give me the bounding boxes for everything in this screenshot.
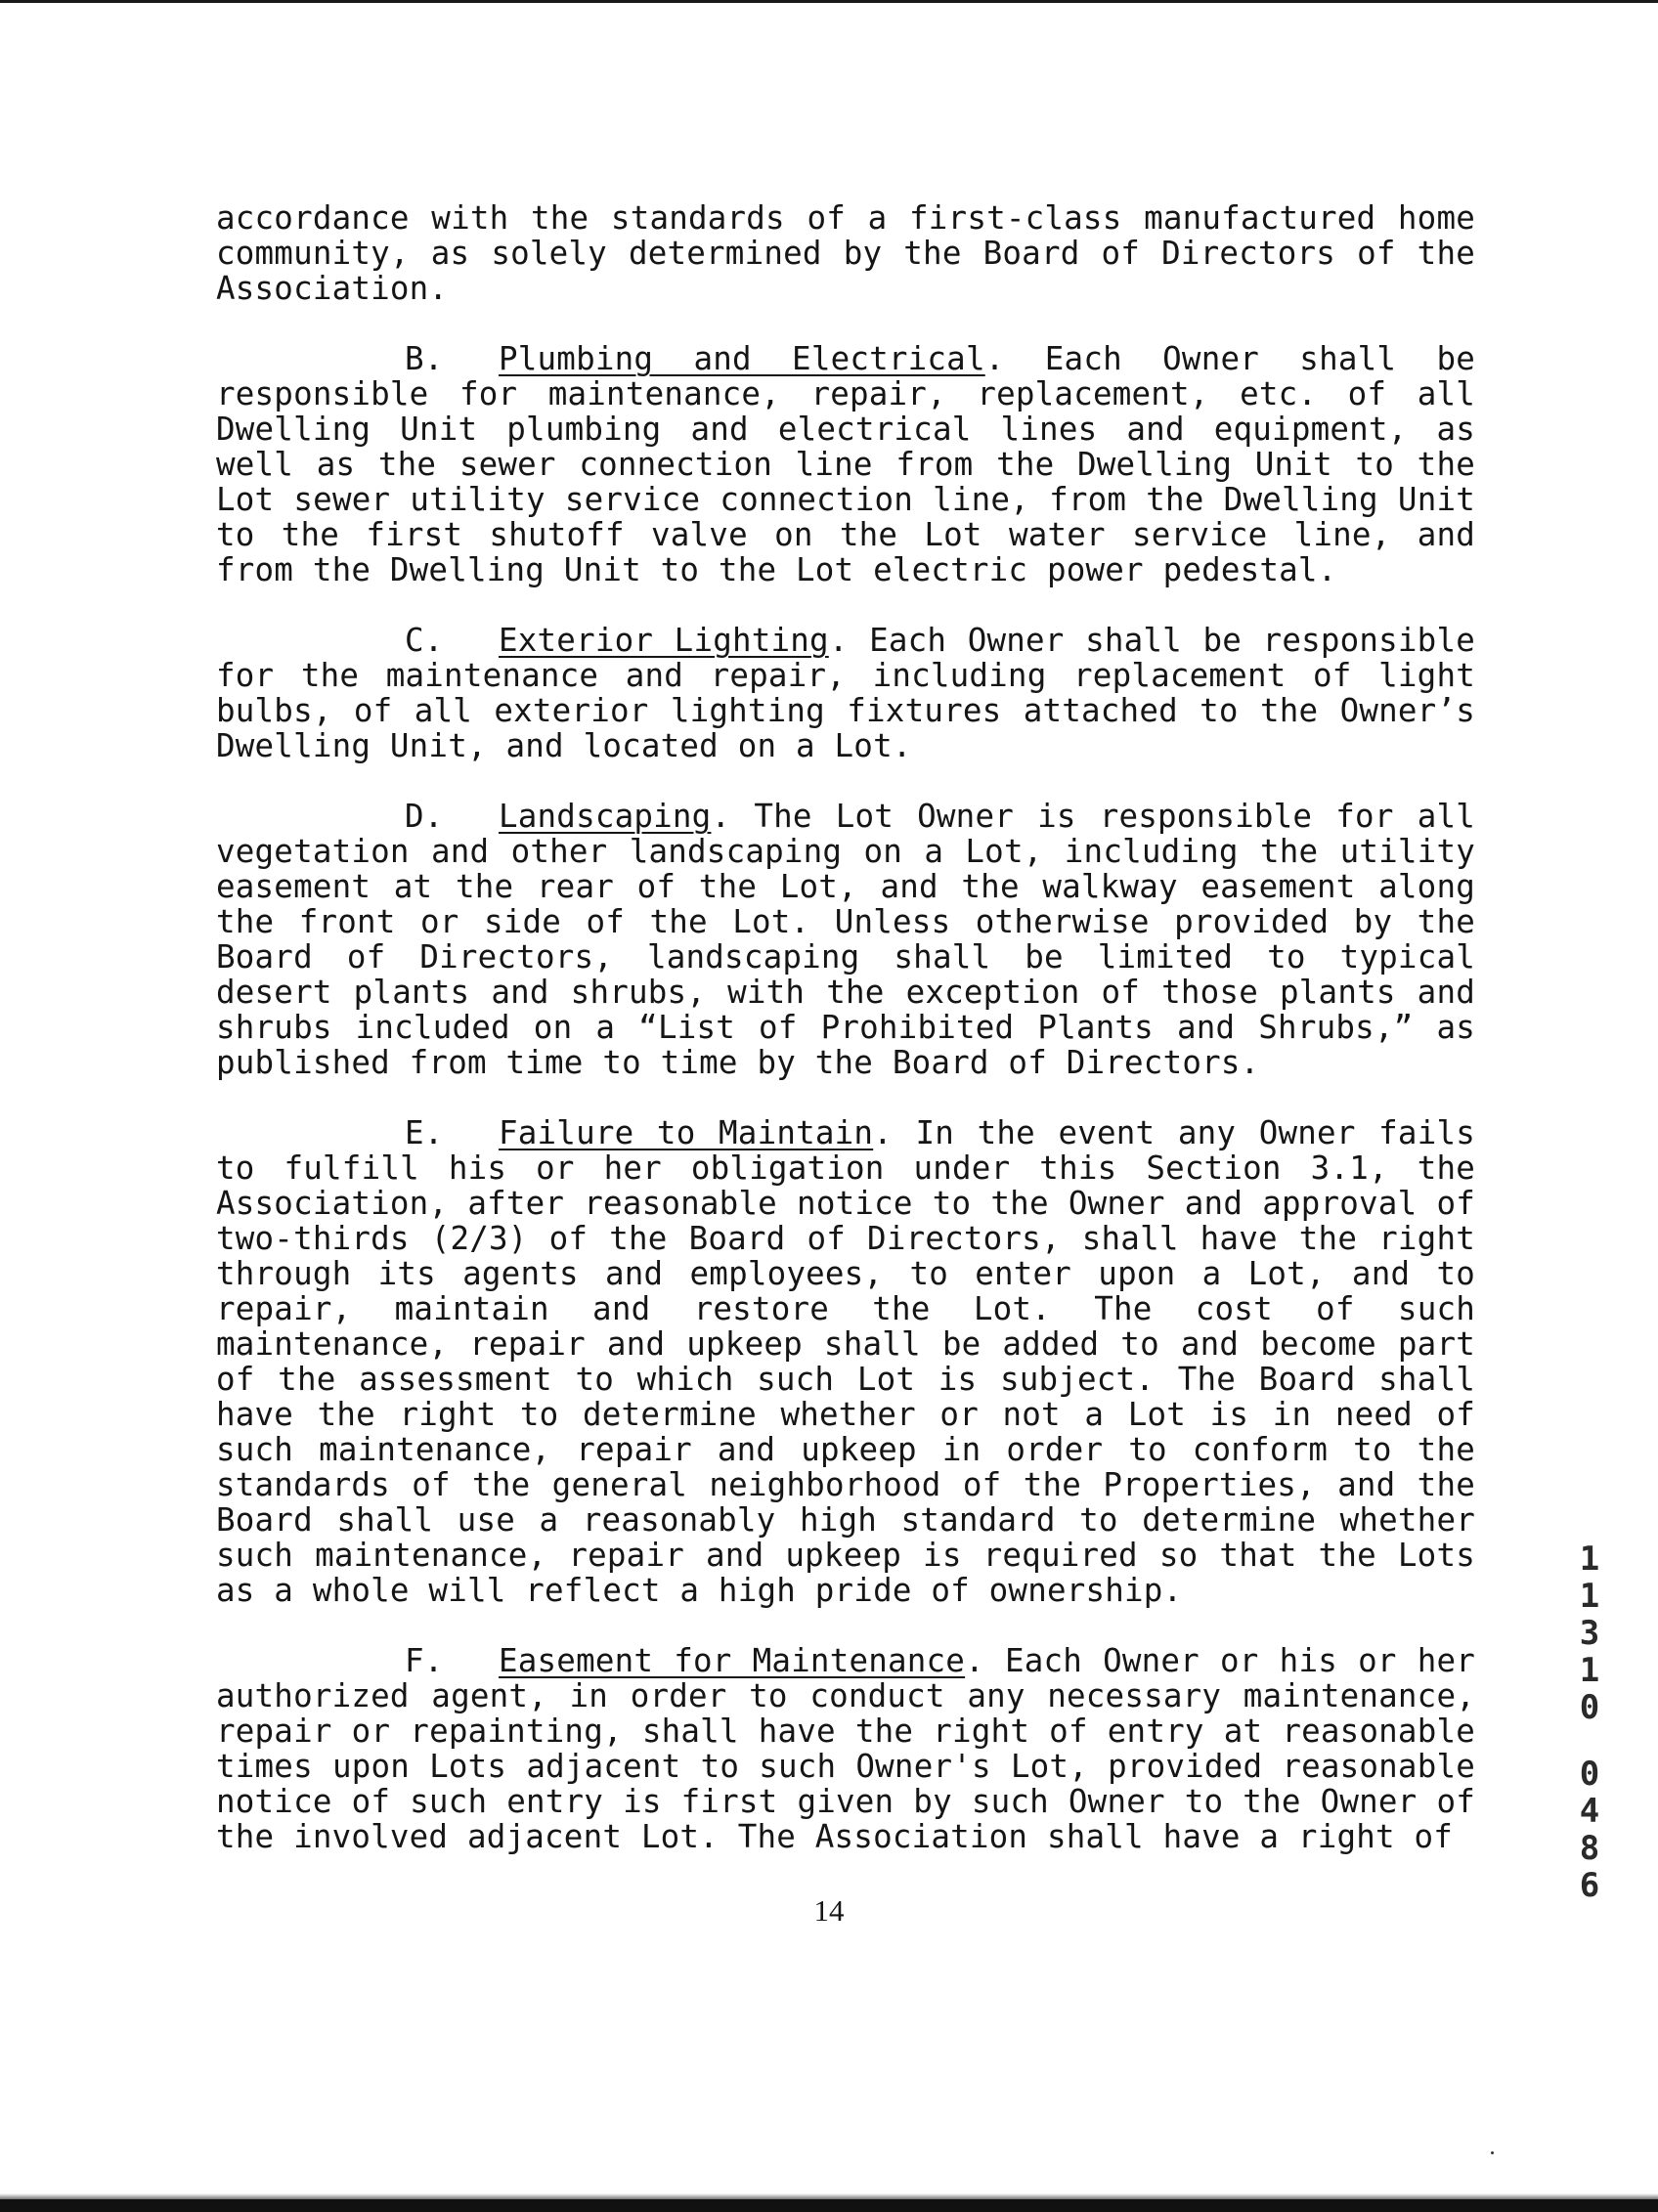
page-number: 14 [813,1893,845,1928]
section-c [216,623,1475,763]
stamp-digit: 6 [1579,1866,1600,1905]
stamp-digit: 1 [1579,1651,1600,1690]
section-d-heading: Landscaping [499,798,712,835]
section-c-marker: C. [405,622,444,659]
stamp-gap [1569,1726,1610,1756]
section-c-heading: Exterior Lighting [499,622,829,659]
section-e [216,1115,1475,1608]
scan-speck [1491,2151,1494,2154]
section-f-text: . Each Owner or his or her authorized agent, in order to conduct any necessary maintenance, repair or repainting, shall have the right of entry at reasonable times upon Lots adjacent to such Owner's Lot, provided reasonable notice of such entry is first given by such Owner to the Owner of the involved adjacent Lot. The Association shall have a right of [216,1642,1476,1855]
section-c-text: . Each Owner shall be responsible for the maintenance and repair, including replacement of light bulbs, of all exterior lighting fixtures attached to the Owner’s Dwelling Unit, and located on a Lot. [216,622,1475,764]
section-b-heading: Plumbing and Electrical [499,340,985,377]
section-f-marker: F. [405,1642,444,1679]
scan-bottom-edge [0,2199,1658,2212]
section-d [216,799,1475,1080]
section-e-marker: E. [405,1114,444,1151]
stamp-digit: 8 [1579,1829,1600,1868]
section-e-text: . In the event any Owner fails to fulfill his or her obligation under this Section 3.1, the Association, after reasonable notice to the Owner and approval of two-thirds (2/3) of the Board of Directors, shall have the right through its agents and employees, to enter upon a Lot, and to repair, maintain and restore the Lot. The cost of such maintenance, repair and upkeep shall be added to and become part of the assessment to which such Lot is subject. The Board shall have the right to determine whether or not a Lot is in need of such maintenance, repair and upkeep in order to conform to the standards of the general neighborhood of the Properties, and the Board shall use a reasonably high standard to determine whether such maintenance, repair and upkeep is required so that the Lots as a whole will reflect a high pride of ownership. [216,1114,1475,1609]
stamp-digit: 3 [1579,1614,1600,1653]
section-f [216,1643,1475,1854]
section-b-text: . Each Owner shall be responsible for maintenance, repair, replacement, etc. of all Dwelling Unit plumbing and electrical lines and equipment, as well as the sewer connection line from the Dwelling Unit to the Lot sewer utility service connection line, from the Dwelling Unit to the first shutoff valve on the Lot water service line, and from the Dwelling Unit to the Lot electric power pedestal. [216,340,1475,588]
stamp-digit: 0 [1579,1755,1600,1794]
stamp-digit: 4 [1579,1792,1600,1831]
recording-stamp [1569,1540,1610,1904]
section-d-marker: D. [405,798,444,835]
section-e-heading: Failure to Maintain [499,1114,874,1151]
document-body [216,200,1475,1889]
section-b [216,341,1475,587]
stamp-digit: 0 [1579,1688,1600,1727]
section-f-heading: Easement for Maintenance [499,1642,966,1679]
opening-paragraph: accordance with the standards of a first-class manufactured home community, as solely determined by the Board of Directors of the Association. [216,199,1475,307]
section-d-text: . The Lot Owner is responsible for all vegetation and other landscaping on a Lot, including the utility easement at the rear of the Lot, and the walkway easement along the front or side of the Lot. Unless otherwise provided by the Board of Directors, landscaping shall be limited to typical desert plants and shrubs, with the exception of those plants and shrubs included on a “List of Prohibited Plants and Shrubs,” as published from time to time by the Board of Directors. [216,798,1475,1081]
stamp-digit: 1 [1579,1577,1600,1616]
stamp-digit: 1 [1579,1540,1600,1579]
scan-top-edge [0,0,1658,3]
section-b-marker: B. [405,340,444,377]
